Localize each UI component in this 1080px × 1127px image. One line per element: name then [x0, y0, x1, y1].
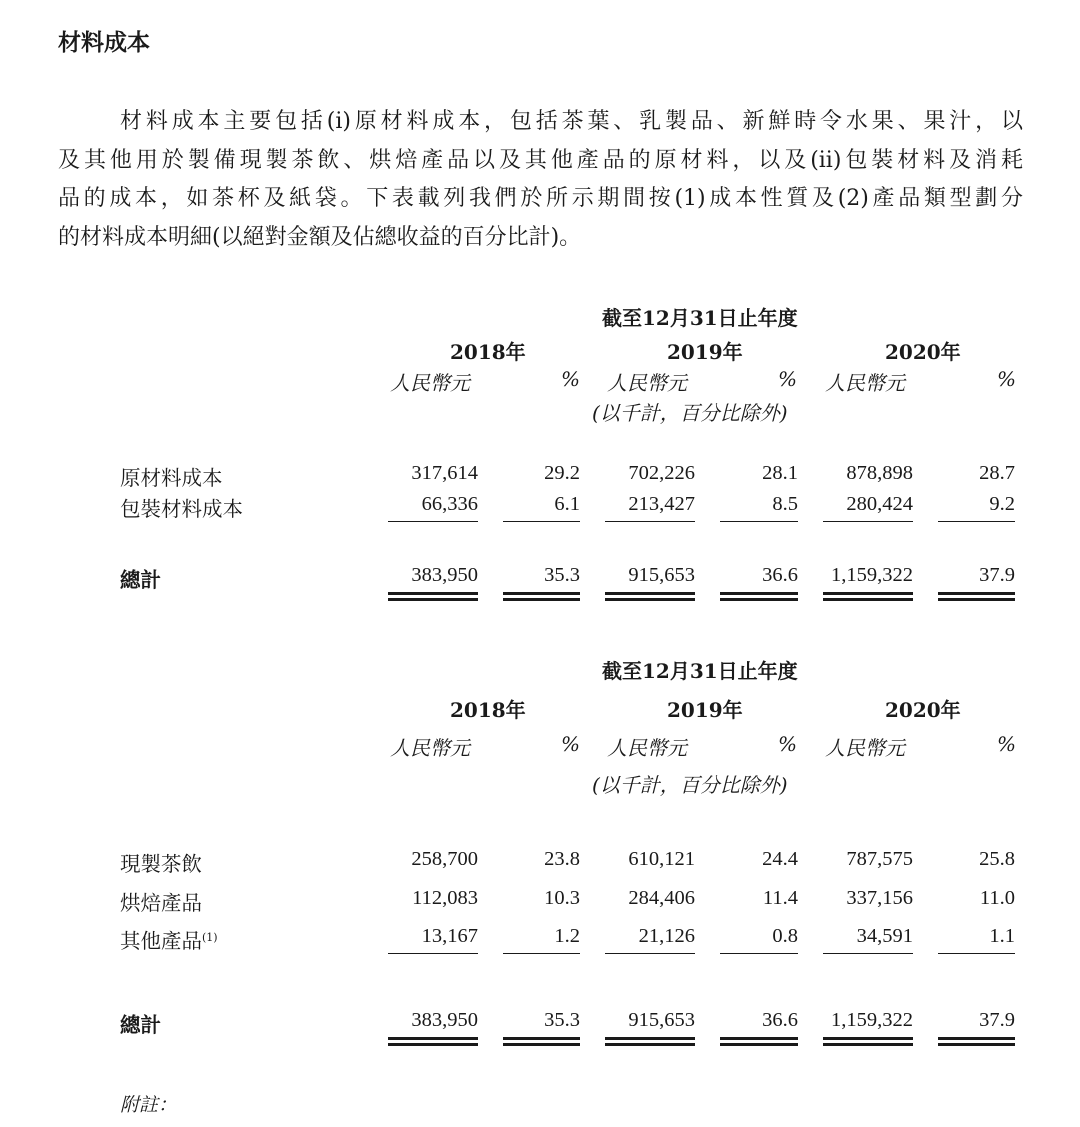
- cell-value: 66,336: [421, 493, 478, 515]
- total-double-rule: [720, 1037, 798, 1046]
- note-label: 附註：: [120, 1094, 178, 1116]
- year-header-2018: 2018年: [450, 698, 526, 722]
- paragraph-line: 品的成本，如茶杯及紙袋。下表載列我們於所示期間按(1)成本性質及(2)產品類型劃分: [58, 186, 1023, 211]
- total-value: 1,159,322: [831, 564, 913, 586]
- total-value: 35.3: [544, 564, 580, 586]
- period-header: 截至12月31日止年度: [602, 306, 798, 330]
- total-double-rule: [823, 1037, 913, 1046]
- currency-header: 人民幣元: [825, 371, 905, 395]
- year-header-2018: 2018年: [450, 340, 526, 364]
- year-header-2020: 2020年: [885, 698, 961, 722]
- total-double-rule: [388, 592, 478, 601]
- unit-note: (以千計，百分比除外): [592, 401, 788, 425]
- pct-header: %: [561, 732, 581, 756]
- subtotal-rule: [605, 521, 695, 522]
- total-label: 總計: [120, 568, 161, 592]
- subtotal-rule: [938, 953, 1015, 954]
- cell-value: 6.1: [554, 493, 580, 515]
- cell-value: 337,156: [846, 887, 913, 909]
- cell-value: 24.4: [762, 848, 798, 870]
- cell-value: 11.4: [762, 887, 798, 909]
- cell-value: 878,898: [846, 462, 913, 484]
- row-label: 包裝材料成本: [120, 497, 243, 521]
- paragraph-line: 的材料成本明細(以絕對金額及佔總收益的百分比計)。: [58, 224, 582, 250]
- pct-header: %: [561, 367, 581, 391]
- row-label-text: 其他產品: [120, 929, 202, 953]
- currency-header: 人民幣元: [825, 736, 905, 760]
- subtotal-rule: [503, 953, 580, 954]
- paragraph-line: 及其他用於製備現製茶飲、烘焙產品以及其他產品的原材料，以及(ii)包裝材料及消耗: [58, 147, 1023, 173]
- cell-value: 280,424: [846, 493, 913, 515]
- cell-value: 34,591: [856, 925, 913, 947]
- total-double-rule: [503, 1037, 580, 1046]
- subtotal-rule: [605, 953, 695, 954]
- currency-header: 人民幣元: [390, 736, 470, 760]
- subtotal-rule: [720, 953, 798, 954]
- row-label: 現製茶飲: [120, 852, 202, 876]
- row-label: [120, 924, 218, 954]
- total-value: 37.9: [979, 1009, 1015, 1031]
- total-value: 37.9: [979, 564, 1015, 586]
- currency-header: 人民幣元: [607, 371, 687, 395]
- currency-header: 人民幣元: [390, 371, 470, 395]
- cell-value: 702,226: [628, 462, 695, 484]
- total-value: 1,159,322: [831, 1009, 913, 1031]
- footnote-mark: (1): [202, 931, 218, 944]
- subtotal-rule: [938, 521, 1015, 522]
- cell-value: 25.8: [979, 848, 1015, 870]
- pct-header: %: [997, 367, 1017, 391]
- cell-value: 8.5: [772, 493, 798, 515]
- unit-note: (以千計，百分比除外): [592, 773, 788, 797]
- cell-value: 213,427: [628, 493, 695, 515]
- cell-value: 13,167: [421, 925, 478, 947]
- total-value: 35.3: [544, 1009, 580, 1031]
- cell-value: 21,126: [638, 925, 695, 947]
- section-title: 材料成本: [58, 29, 150, 56]
- currency-header: 人民幣元: [607, 736, 687, 760]
- cell-value: 258,700: [411, 848, 478, 870]
- cell-value: 284,406: [628, 887, 695, 909]
- total-value: 915,653: [628, 564, 695, 586]
- total-label: 總計: [120, 1013, 161, 1037]
- total-double-rule: [503, 592, 580, 601]
- cell-value: 0.8: [772, 925, 798, 947]
- total-value: 36.6: [762, 1009, 798, 1031]
- cell-value: 28.7: [979, 462, 1015, 484]
- pct-header: %: [778, 367, 798, 391]
- cell-value: 10.3: [544, 887, 580, 909]
- row-label: 原材料成本: [120, 466, 223, 490]
- period-header: 截至12月31日止年度: [602, 659, 798, 683]
- total-double-rule: [720, 592, 798, 601]
- cell-value: 11.0: [979, 887, 1015, 909]
- intro-paragraph: [58, 103, 1023, 257]
- total-value: 383,950: [411, 1009, 478, 1031]
- subtotal-rule: [388, 521, 478, 522]
- pct-header: %: [778, 732, 798, 756]
- cell-value: 787,575: [846, 848, 913, 870]
- subtotal-rule: [720, 521, 798, 522]
- total-double-rule: [605, 592, 695, 601]
- subtotal-rule: [823, 953, 913, 954]
- cell-value: 112,083: [412, 887, 478, 909]
- total-double-rule: [605, 1037, 695, 1046]
- subtotal-rule: [388, 953, 478, 954]
- year-header-2020: 2020年: [885, 340, 961, 364]
- cell-value: 317,614: [411, 462, 478, 484]
- total-double-rule: [938, 1037, 1015, 1046]
- paragraph-line: 材料成本主要包括(i)原材料成本，包括茶葉、乳製品、新鮮時令水果、果汁，以: [120, 109, 1023, 134]
- total-value: 383,950: [411, 564, 478, 586]
- year-header-2019: 2019年: [667, 340, 743, 364]
- total-value: 36.6: [762, 564, 798, 586]
- cell-value: 610,121: [628, 848, 695, 870]
- row-label: 烘焙產品: [120, 891, 202, 915]
- year-header-2019: 2019年: [667, 698, 743, 722]
- cell-value: 23.8: [544, 848, 580, 870]
- total-double-rule: [938, 592, 1015, 601]
- subtotal-rule: [503, 521, 580, 522]
- cell-value: 9.2: [989, 493, 1015, 515]
- total-double-rule: [388, 1037, 478, 1046]
- total-value: 915,653: [628, 1009, 695, 1031]
- pct-header: %: [997, 732, 1017, 756]
- cell-value: 29.2: [544, 462, 580, 484]
- cell-value: 1.1: [989, 925, 1015, 947]
- subtotal-rule: [823, 521, 913, 522]
- cell-value: 1.2: [554, 925, 580, 947]
- total-double-rule: [823, 592, 913, 601]
- cell-value: 28.1: [762, 462, 798, 484]
